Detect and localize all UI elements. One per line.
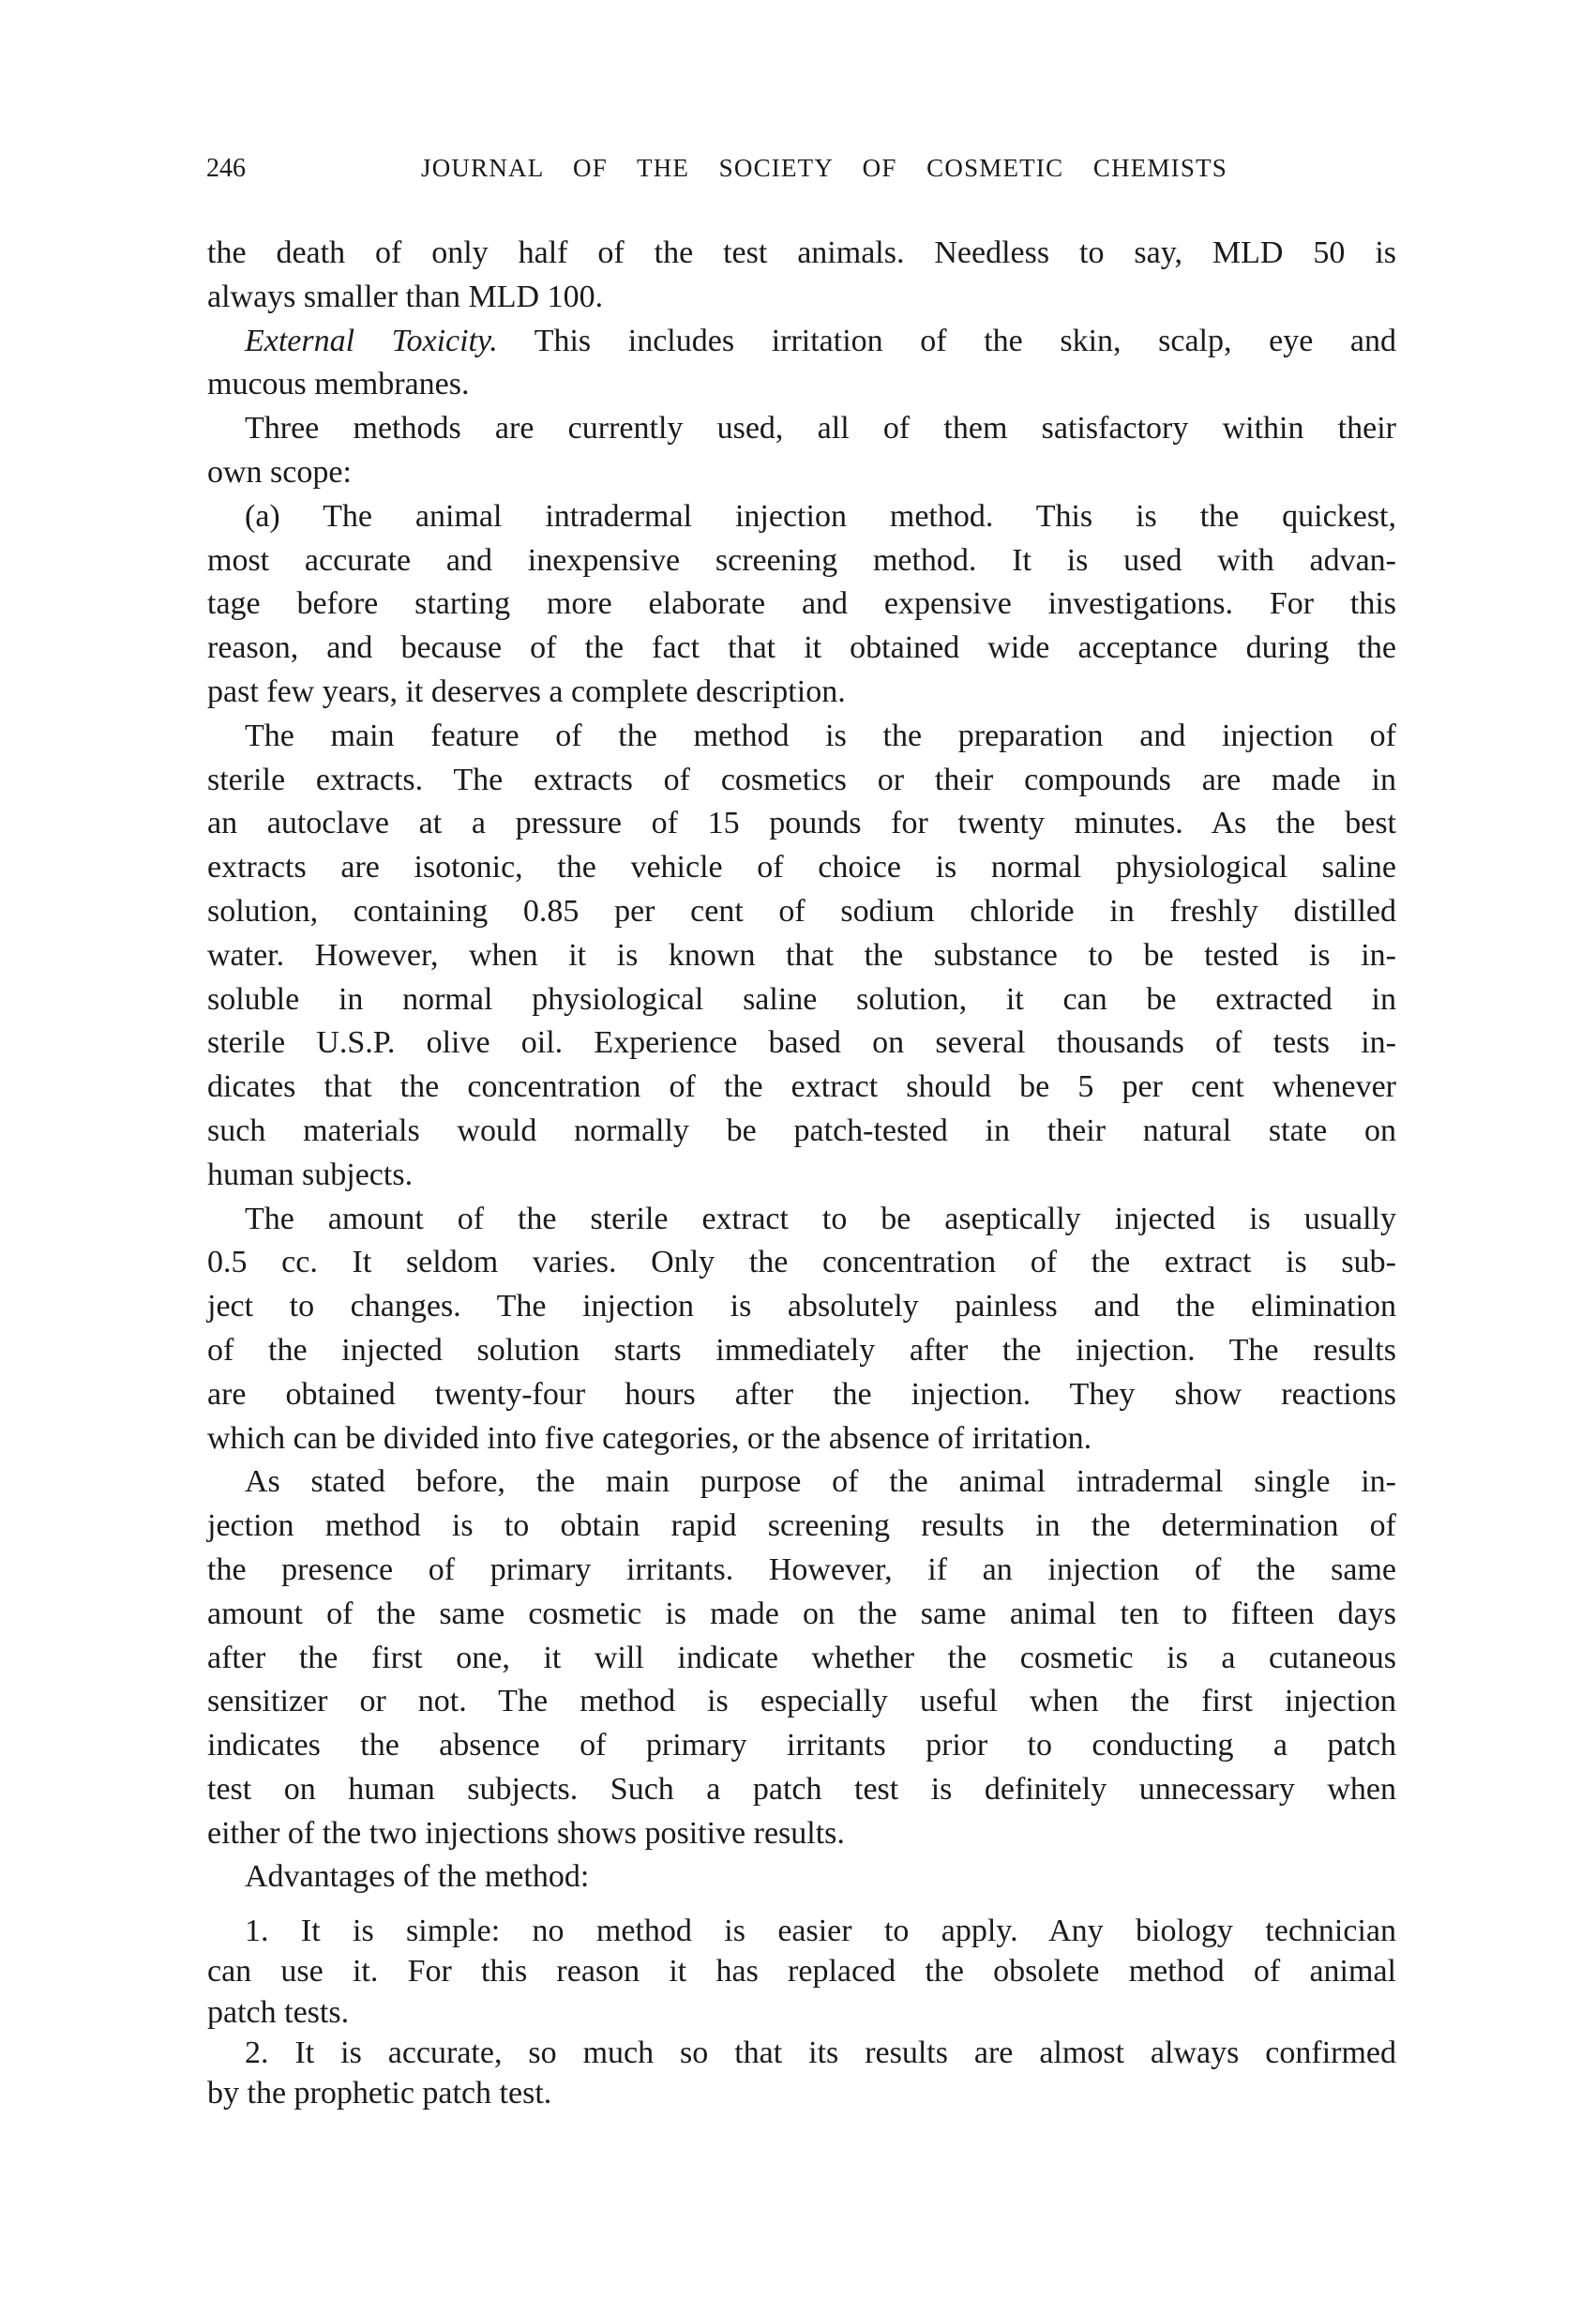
line-text: The main feature of the method is the preparation and injection of	[245, 718, 1396, 753]
line-text: mucous membranes.	[207, 367, 470, 402]
text-line	[207, 1241, 1396, 1285]
text-line	[207, 1460, 1396, 1505]
text-line	[207, 2033, 1396, 2073]
line-text: 1. It is simple: no method is easier to apply. Any biology technician	[245, 1914, 1396, 1949]
line-text: Three methods are currently used, all of them satisfactory within their	[245, 411, 1396, 446]
text-line	[207, 671, 1396, 715]
text-line	[207, 1911, 1396, 1951]
text-line	[207, 1680, 1396, 1724]
text-line	[207, 1951, 1396, 1991]
text-line	[207, 495, 1396, 539]
line-text: most accurate and inexpensive screening method. It is used with advan-	[207, 542, 1396, 578]
line-text: This includes irritation of the skin, scalp, eye and	[497, 323, 1396, 358]
text-line	[207, 1855, 1396, 1899]
text-line	[207, 2073, 1396, 2113]
paragraph	[207, 715, 1396, 1198]
list-item	[207, 2033, 1396, 2113]
line-text: always smaller than MLD 100.	[207, 279, 604, 314]
text-line	[207, 363, 1396, 407]
text-line	[207, 846, 1396, 890]
text-line	[207, 1549, 1396, 1593]
text-line	[207, 1154, 1396, 1198]
line-text: which can be divided into five categories, or the absence of irritation.	[207, 1420, 1092, 1456]
line-text: the death of only half of the test animals. Needless to say, MLD 50 is	[207, 235, 1396, 270]
italic-heading: External Toxicity.	[245, 323, 498, 358]
text-line	[207, 1992, 1396, 2033]
line-text: ject to changes. The injection is absolutely painless and the elimination	[207, 1289, 1396, 1324]
line-text: extracts are isotonic, the vehicle of choice is normal physiological saline	[207, 850, 1396, 885]
text-line	[207, 1593, 1396, 1637]
line-text: either of the two injections shows positive results.	[207, 1815, 845, 1851]
text-line	[207, 759, 1396, 803]
text-line	[207, 1637, 1396, 1681]
list-item	[207, 1911, 1396, 2033]
line-text: dicates that the concentration of the extract should be 5 per cent whenever	[207, 1069, 1396, 1105]
text-line	[207, 1110, 1396, 1154]
text-line	[207, 978, 1396, 1022]
line-text: amount of the same cosmetic is made on the same animal ten to fifteen days	[207, 1596, 1396, 1631]
line-text: water. However, when it is known that the substance to be tested is in-	[207, 937, 1396, 973]
line-text: As stated before, the main purpose of the animal intradermal single in-	[245, 1464, 1396, 1500]
text-line	[207, 1285, 1396, 1329]
line-text: 0.5 cc. It seldom varies. Only the concentration of the extract is sub-	[207, 1245, 1396, 1280]
line-text: reason, and because of the fact that it obtained wide acceptance during the	[207, 630, 1396, 666]
text-line	[207, 1021, 1396, 1066]
text-line	[207, 715, 1396, 759]
text-line	[207, 890, 1396, 934]
line-text: patch tests.	[207, 1994, 350, 2030]
text-line	[207, 1768, 1396, 1812]
paragraph	[207, 232, 1396, 320]
line-text: 2. It is accurate, so much so that its results are almost always confirmed	[245, 2035, 1396, 2070]
line-text: sensitizer or not. The method is especially useful when the first injection	[207, 1684, 1396, 1719]
text-line	[207, 276, 1396, 320]
line-text: solution, containing 0.85 per cent of sodium chloride in freshly distilled	[207, 893, 1396, 929]
text-line	[207, 627, 1396, 671]
paragraph	[207, 320, 1396, 408]
line-text: human subjects.	[207, 1157, 414, 1192]
page-number: 246	[206, 154, 246, 183]
paragraph	[207, 1198, 1396, 1461]
text-line	[207, 407, 1396, 451]
text-line	[207, 1329, 1396, 1373]
advantages-list	[207, 1911, 1396, 2113]
line-text: jection method is to obtain rapid screening results in the determination of	[207, 1508, 1396, 1544]
line-text: such materials would normally be patch-tested in their natural state on	[207, 1112, 1396, 1148]
text-line	[207, 583, 1396, 627]
text-line	[207, 1812, 1396, 1856]
line-text: of the injected solution starts immediately after the injection. The results	[207, 1332, 1396, 1368]
line-text: the presence of primary irritants. However, if an injection of the same	[207, 1551, 1396, 1587]
paragraph	[207, 1855, 1396, 1899]
line-text: can use it. For this reason it has replaced the obsolete method of animal	[207, 1954, 1396, 1990]
line-text: The amount of the sterile extract to be aseptically injected is usually	[245, 1201, 1396, 1236]
line-text: sterile extracts. The extracts of cosmetics or their compounds are made in	[207, 762, 1396, 797]
line-text: soluble in normal physiological saline solution, it can be extracted in	[207, 981, 1396, 1017]
line-text: indicates the absence of primary irritants prior to conducting a patch	[207, 1728, 1396, 1763]
text-line	[207, 1066, 1396, 1110]
text-line	[207, 1417, 1396, 1461]
line-text: past few years, it deserves a complete description.	[207, 673, 846, 709]
line-text: Advantages of the method:	[245, 1859, 590, 1895]
text-line	[207, 1373, 1396, 1417]
line-text: (a) The animal intradermal injection method. This is the quickest,	[245, 498, 1396, 534]
text-line	[207, 1198, 1396, 1242]
line-text: after the first one, it will indicate whether the cosmetic is a cutaneous	[207, 1640, 1396, 1675]
body-text	[207, 232, 1396, 2113]
text-line	[207, 802, 1396, 846]
line-text: own scope:	[207, 454, 352, 490]
line-text: are obtained twenty-four hours after the injection. They show reactions	[207, 1376, 1396, 1412]
journal-title: JOURNAL OF THE SOCIETY OF COSMETIC CHEMISTS	[421, 154, 1227, 182]
text-line	[207, 539, 1396, 583]
paragraph	[207, 1460, 1396, 1855]
text-line	[207, 451, 1396, 495]
text-line	[207, 934, 1396, 978]
line-text: by the prophetic patch test.	[207, 2076, 552, 2111]
line-text: an autoclave at a pressure of 15 pounds for twenty minutes. As the best	[207, 806, 1396, 841]
line-text: tage before starting more elaborate and expensive investigations. For this	[207, 586, 1396, 622]
line-text: sterile U.S.P. olive oil. Experience based on several thousands of tests in-	[207, 1025, 1396, 1061]
line-text: test on human subjects. Such a patch test is definitely unnecessary when	[207, 1771, 1396, 1807]
text-line	[207, 232, 1396, 276]
paragraph	[207, 495, 1396, 715]
text-line	[207, 1505, 1396, 1549]
paragraph	[207, 407, 1396, 495]
text-line	[207, 1724, 1396, 1768]
text-line	[207, 320, 1396, 364]
